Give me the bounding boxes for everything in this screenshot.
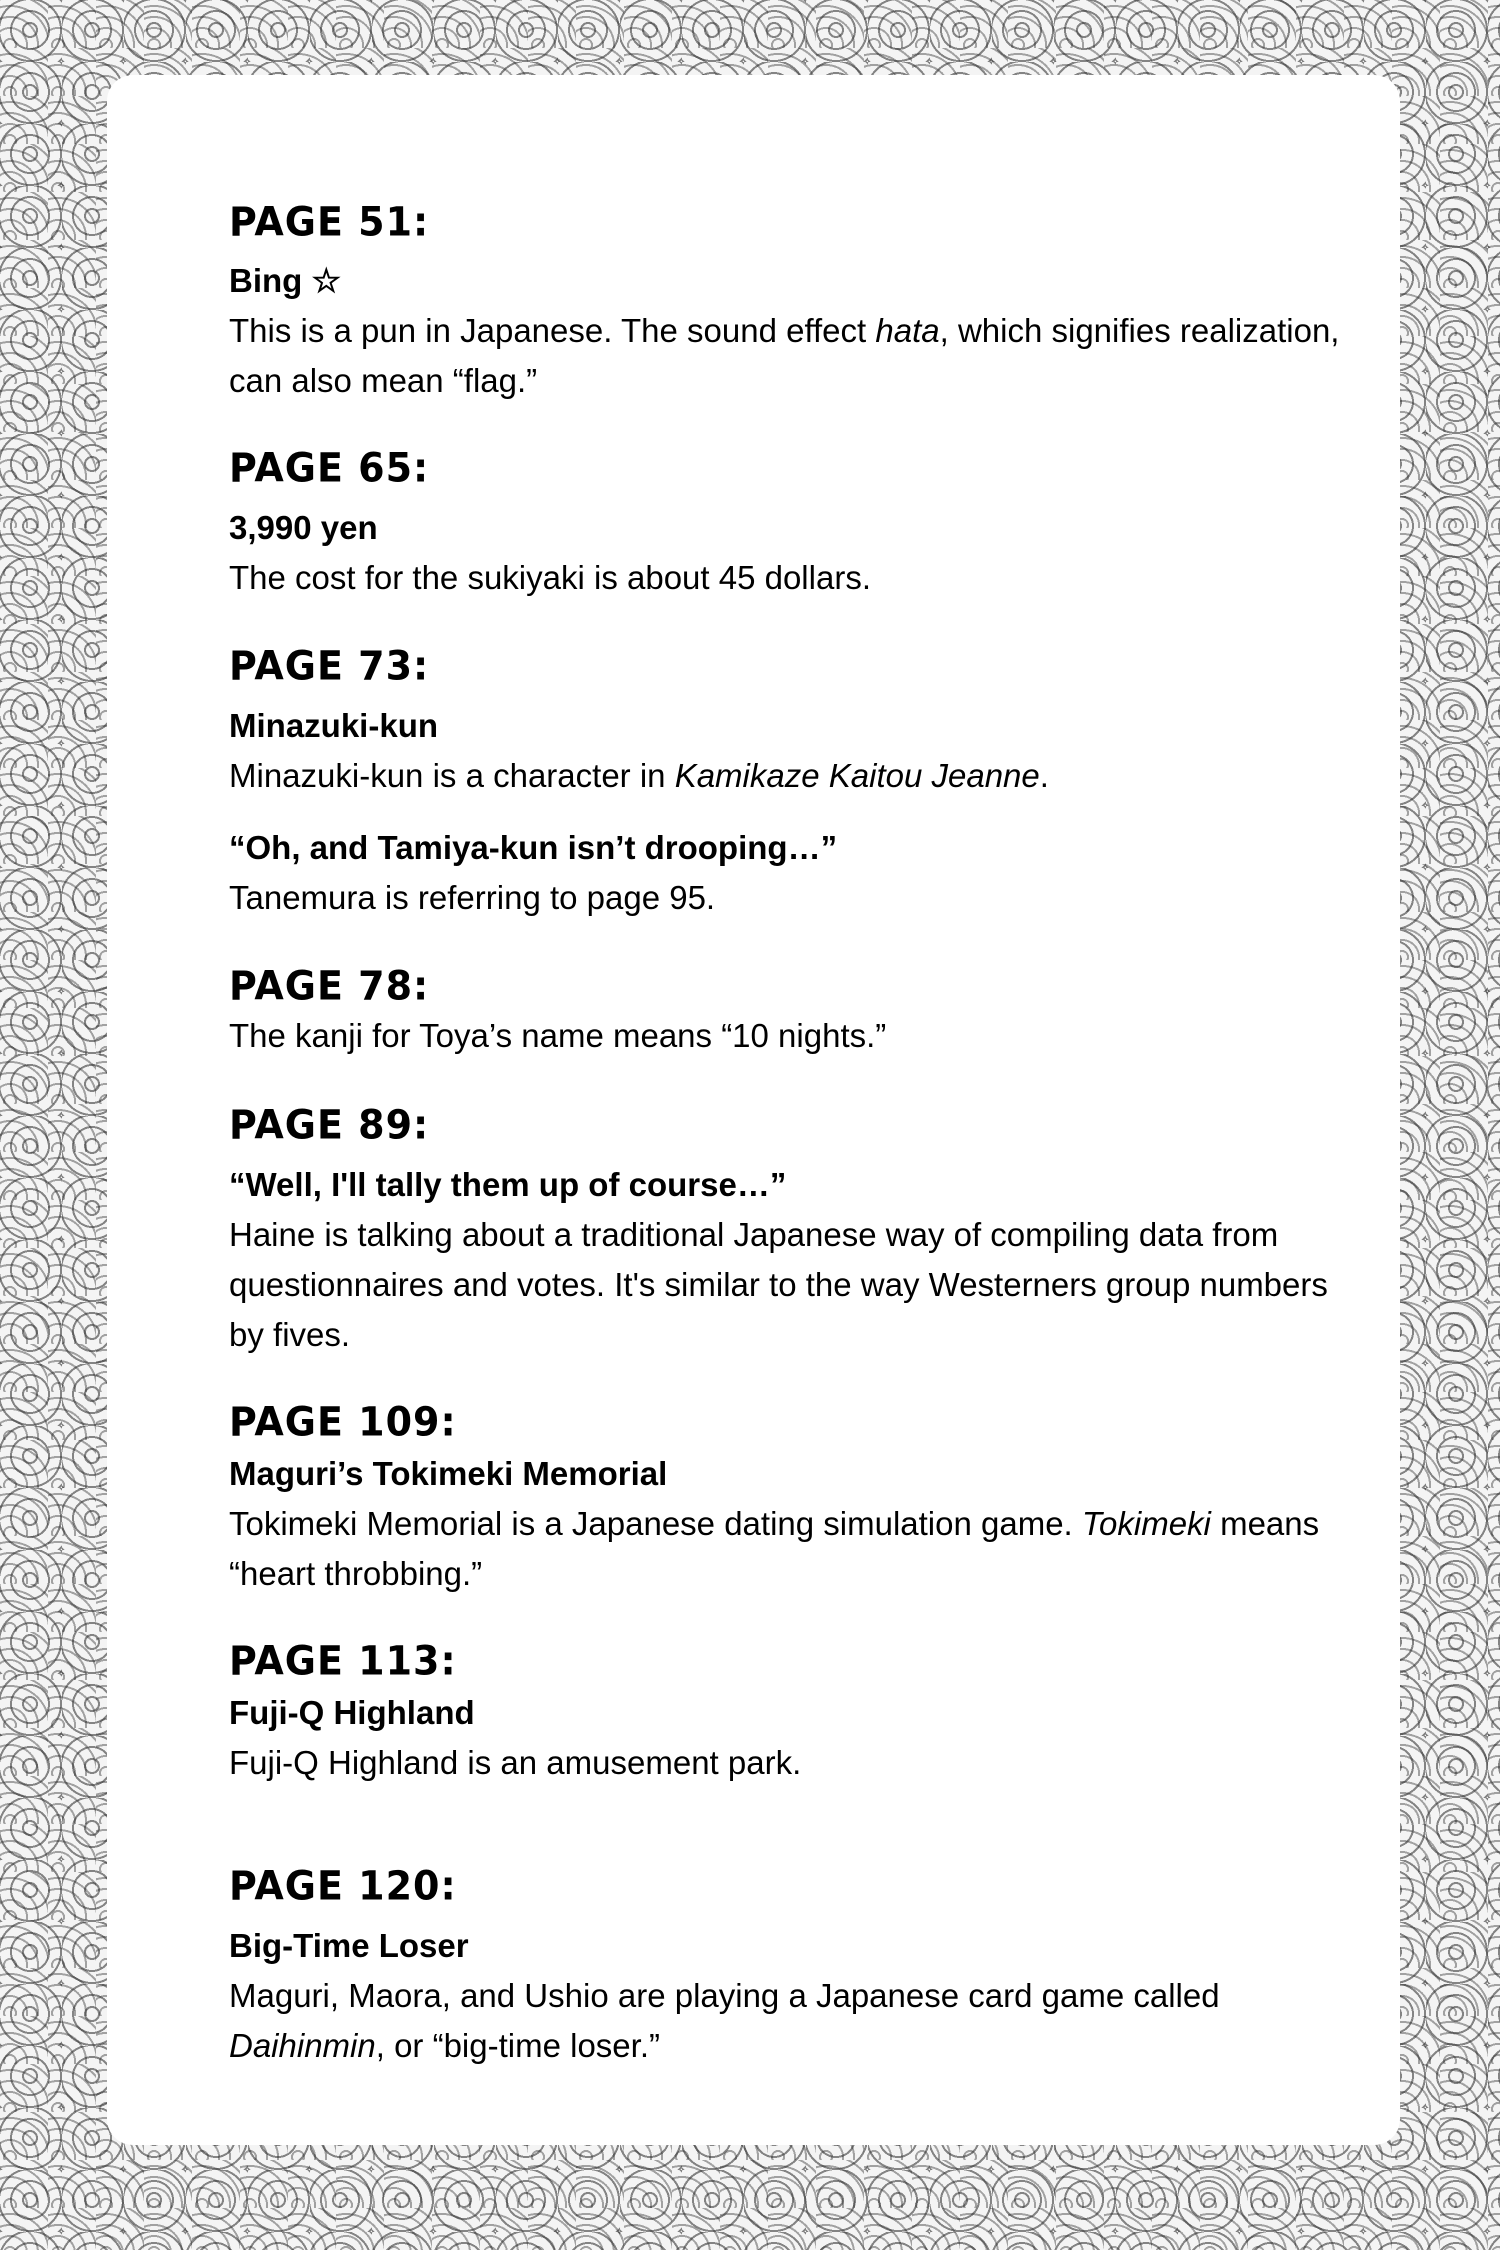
note-body (229, 751, 1349, 801)
note-body (229, 306, 1349, 406)
italic-term: hata (875, 312, 940, 349)
note-title: “Oh, and Tamiya-kun isn’t drooping…” (229, 829, 838, 866)
page-heading: PAGE 89: (229, 1101, 430, 1149)
text-run: The kanji for Toya’s name means “10 nights.” (229, 1017, 887, 1054)
note-entry (229, 1921, 1349, 2071)
note-entry (229, 1011, 1349, 1061)
note-body (229, 553, 1349, 603)
note-entry (229, 1160, 1349, 1360)
note-title: Maguri’s Tokimeki Memorial (229, 1455, 668, 1492)
italic-term: Tokimeki (1081, 1505, 1211, 1542)
note-entry (229, 503, 1349, 603)
text-run: This is a pun in Japanese. The sound effect (229, 312, 876, 349)
note-entry (229, 1688, 1349, 1788)
italic-term: Daihinmin (229, 2027, 376, 2064)
note-title: Minazuki-kun (229, 707, 439, 744)
note-body (229, 873, 1349, 923)
page-heading: PAGE 109: (229, 1398, 457, 1446)
note-title: Fuji-Q Highland (229, 1694, 475, 1731)
note-section (229, 1636, 1349, 1810)
note-section (229, 1100, 1349, 1382)
note-title: “Well, I'll tally them up of course…” (229, 1166, 787, 1203)
page-heading: PAGE 51: (229, 198, 430, 246)
note-body (229, 1210, 1349, 1360)
note-body (229, 1971, 1349, 2071)
note-section (229, 443, 1349, 625)
page-heading: PAGE 120: (229, 1862, 457, 1910)
text-run: means “heart throbbing.” (229, 1505, 1320, 1592)
note-section (229, 641, 1349, 945)
text-run: The cost for the sukiyaki is about 45 dollars. (229, 559, 871, 596)
note-title: Bing ☆ (229, 262, 342, 299)
note-body (229, 1499, 1349, 1599)
text-run: , which signifies realization, can also mean “flag.” (229, 312, 1340, 399)
text-run: Fuji-Q Highland is an amusement park. (229, 1744, 802, 1781)
note-section (229, 1397, 1349, 1621)
page-heading: PAGE 78: (229, 962, 430, 1010)
note-entry (229, 701, 1349, 801)
text-run: Maguri, Maora, and Ushio are playing a Japanese card game called (229, 1977, 1220, 2014)
note-entry (229, 1449, 1349, 1599)
text-run: . (1039, 757, 1049, 794)
text-run: Haine is talking about a traditional Japanese way of compiling data from questionnaires and votes. It's similar to the way Westerners group numbers by fives. (229, 1216, 1328, 1353)
text-run: Minazuki-kun is a character in (229, 757, 675, 794)
note-title: Big-Time Loser (229, 1927, 469, 1964)
note-entry (229, 256, 1349, 406)
note-title: 3,990 yen (229, 509, 378, 546)
text-run: , or “big-time loser.” (375, 2027, 660, 2064)
note-entry (229, 823, 1349, 923)
page-heading: PAGE 113: (229, 1637, 457, 1685)
page-heading: PAGE 73: (229, 642, 430, 690)
note-section (229, 1861, 1349, 2093)
note-section (229, 961, 1349, 1083)
text-run: Tokimeki Memorial is a Japanese dating simulation game. (229, 1505, 1082, 1542)
note-section (229, 197, 1349, 428)
text-run: Tanemura is referring to page 95. (229, 879, 716, 916)
note-body (229, 1738, 1349, 1788)
note-body (229, 1011, 1349, 1061)
page-heading: PAGE 65: (229, 444, 430, 492)
italic-term: Kamikaze Kaitou Jeanne (674, 757, 1040, 794)
